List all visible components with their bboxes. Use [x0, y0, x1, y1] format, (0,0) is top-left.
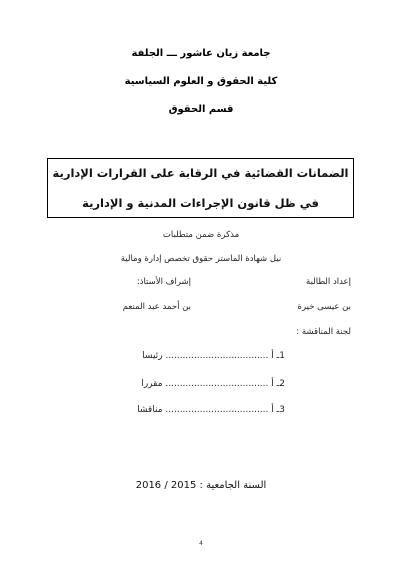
committee-member-3 — [95, 404, 285, 416]
committee-member-1 — [95, 350, 285, 362]
student-name: بن عيسى خيرة — [297, 302, 351, 312]
member-dots: .................................... — [165, 405, 269, 415]
department-name: قسم الحقوق — [168, 104, 234, 115]
member-prefix: 2ـ أ — [271, 379, 285, 389]
university-name: جامعة زيان عاشور ـــ الجلفة — [131, 48, 271, 59]
member-role: مقررا — [141, 379, 163, 389]
thesis-title-box — [47, 158, 354, 218]
memo-line-1: مذكرة ضمن متطلبات — [162, 230, 240, 240]
member-dots: .................................... — [165, 379, 269, 389]
thesis-title-line-1: الضمانات القضائية في الرقابة على القرارات الإدارية — [52, 166, 349, 180]
member-prefix: 1ـ أ — [271, 351, 285, 361]
committee-label: لجنة المناقشة : — [296, 327, 351, 337]
member-dots: .................................... — [165, 351, 269, 361]
committee-member-2 — [95, 378, 285, 390]
student-label: إعداد الطالبة — [306, 277, 351, 287]
academic-year: السنة الجامعية : 2015 / 2016 — [135, 480, 267, 491]
faculty-name: كلية الحقوق و العلوم السياسية — [124, 76, 278, 87]
member-role: مناقشا — [137, 405, 163, 415]
thesis-title-line-2: في ظل قانون الإجراءات المدنية و الإدارية — [82, 196, 319, 210]
memo-line-2: نيل شهادة الماستر حقوق تخصص إدارة ومالية — [120, 254, 282, 264]
supervisor-label: إشراف الأستاذ: — [136, 277, 191, 287]
page-number: 4 — [199, 540, 203, 547]
member-prefix: 3ـ أ — [271, 405, 285, 415]
member-role: رئيسا — [142, 351, 163, 361]
supervisor-name: بن أحمد عبد المنعم — [122, 302, 191, 312]
